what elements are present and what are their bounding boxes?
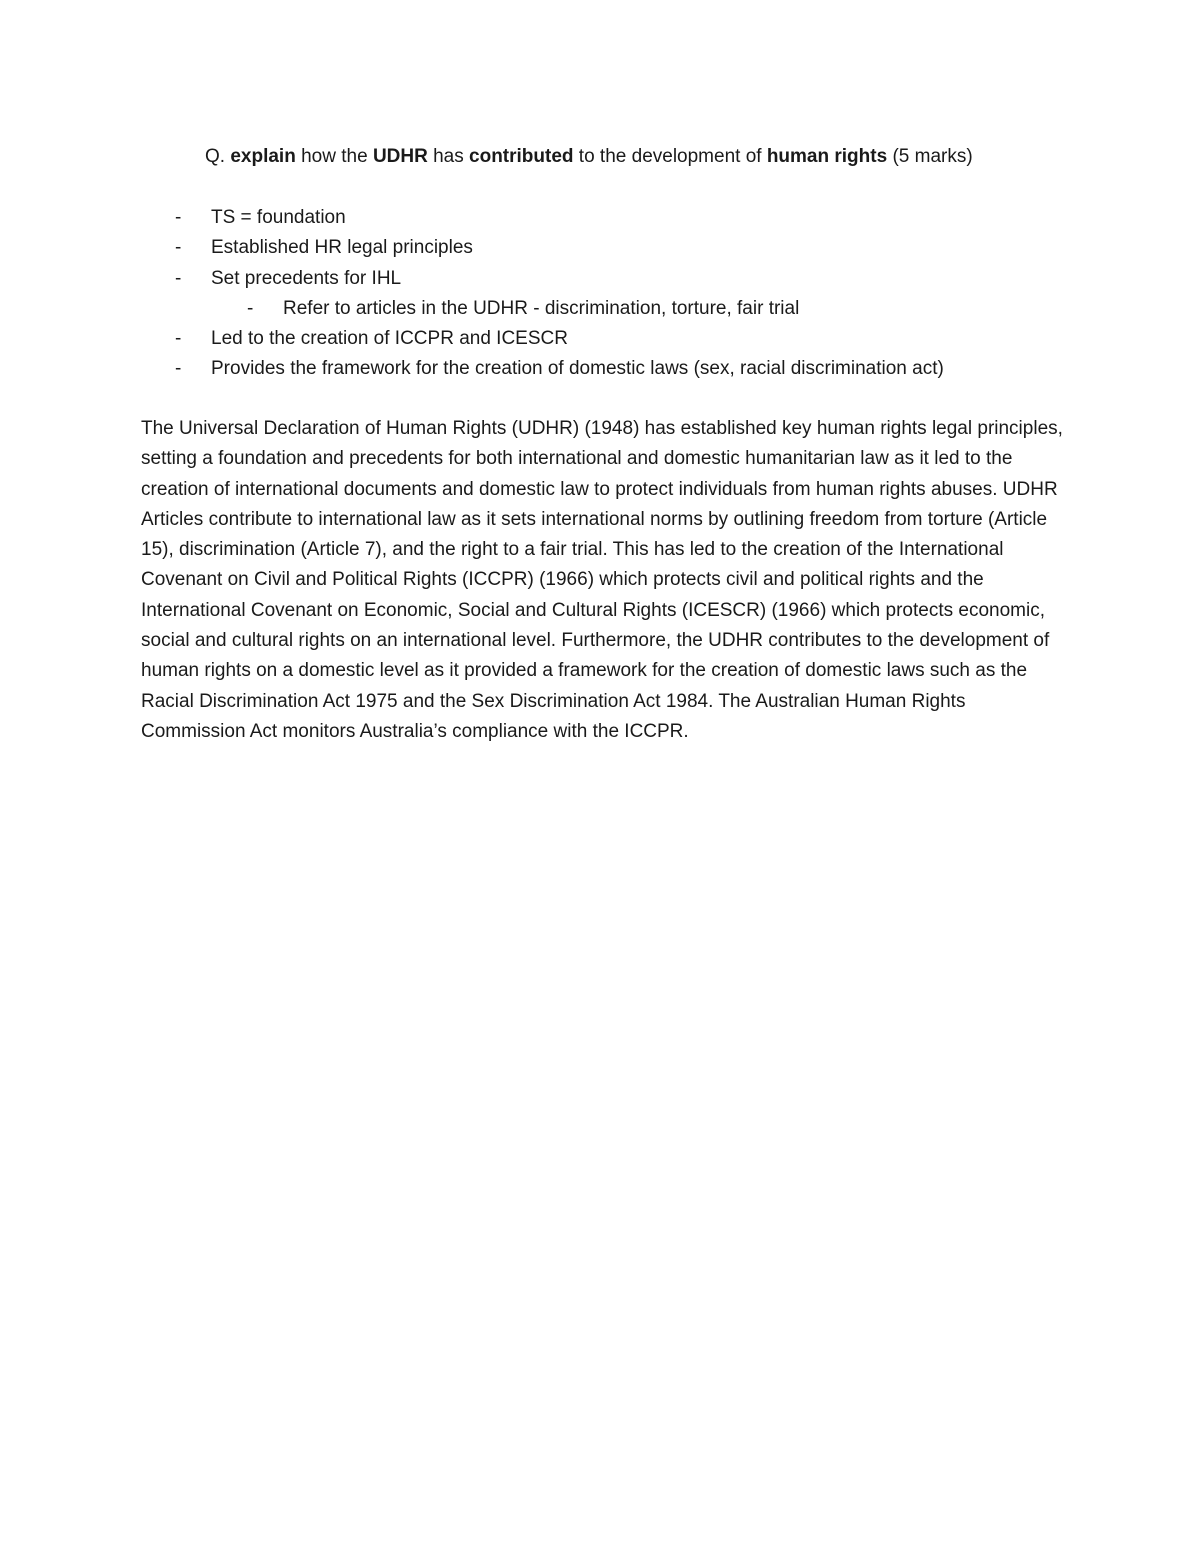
bullet-text: Established HR legal principles bbox=[211, 237, 473, 259]
bullet-dash: - bbox=[175, 207, 182, 228]
bullet-text: Refer to articles in the UDHR - discrimination, torture, fair trial bbox=[283, 297, 800, 319]
list-item bbox=[0, 203, 1200, 233]
question-text-1: how the bbox=[295, 146, 373, 167]
list-item bbox=[0, 233, 1200, 263]
list-item bbox=[0, 264, 1200, 294]
question-prefix: Q. bbox=[205, 146, 231, 167]
question-text-4: (5 marks) bbox=[887, 146, 973, 167]
question-text-2: has bbox=[427, 146, 470, 167]
bullet-dash: - bbox=[247, 297, 254, 319]
bullet-text: Led to the creation of ICCPR and ICESCR bbox=[211, 328, 568, 350]
bullet-list bbox=[0, 203, 1200, 385]
list-item-sub bbox=[0, 294, 1200, 324]
keyword-explain: explain bbox=[230, 146, 296, 167]
bullet-text: TS = foundation bbox=[211, 207, 346, 228]
list-item bbox=[0, 324, 1200, 354]
question-heading bbox=[205, 144, 1105, 170]
keyword-human-rights: human rights bbox=[766, 146, 888, 167]
bullet-dash: - bbox=[175, 358, 182, 380]
list-item bbox=[0, 354, 1200, 384]
bullet-dash: - bbox=[175, 267, 182, 289]
bullet-dash: - bbox=[175, 328, 182, 350]
keyword-udhr: UDHR bbox=[372, 146, 428, 167]
keyword-contributed: contributed bbox=[469, 146, 574, 167]
bullet-text: Set precedents for IHL bbox=[211, 267, 402, 289]
question-text-3: to the development of bbox=[573, 146, 767, 167]
bullet-text: Provides the framework for the creation of domestic laws (sex, racial discrimination act) bbox=[211, 358, 944, 380]
answer-paragraph: The Universal Declaration of Human Rights (UDHR) (1948) has established key human rights legal principles, setting a foundation and precedents for both international and domestic humanitarian law as it led to the creation of international documents and domestic law to protect individuals from human rights abuses. UDHR Articles contribute to international law as it sets international norms by outlining freedom from torture (Article 15), discrimination (Article 7), and the right to a fair trial. This has led to the creation of the International Covenant on Civil and Political Rights (ICCPR) (1966) which protects civil and political rights and the International Covenant on Economic, Social and Cultural Rights (ICESCR) (1966) which protects economic, social and cultural rights on an international level. Furthermore, the UDHR contributes to the development of human rights on a domestic level as it provided a framework for the creation of domestic laws such as the Racial Discrimination Act 1975 and the Sex Discrimination Act 1984. The Australian Human Rights Commission Act monitors Australia’s compliance with the ICCPR. bbox=[141, 418, 1063, 742]
bullet-dash: - bbox=[175, 237, 182, 259]
